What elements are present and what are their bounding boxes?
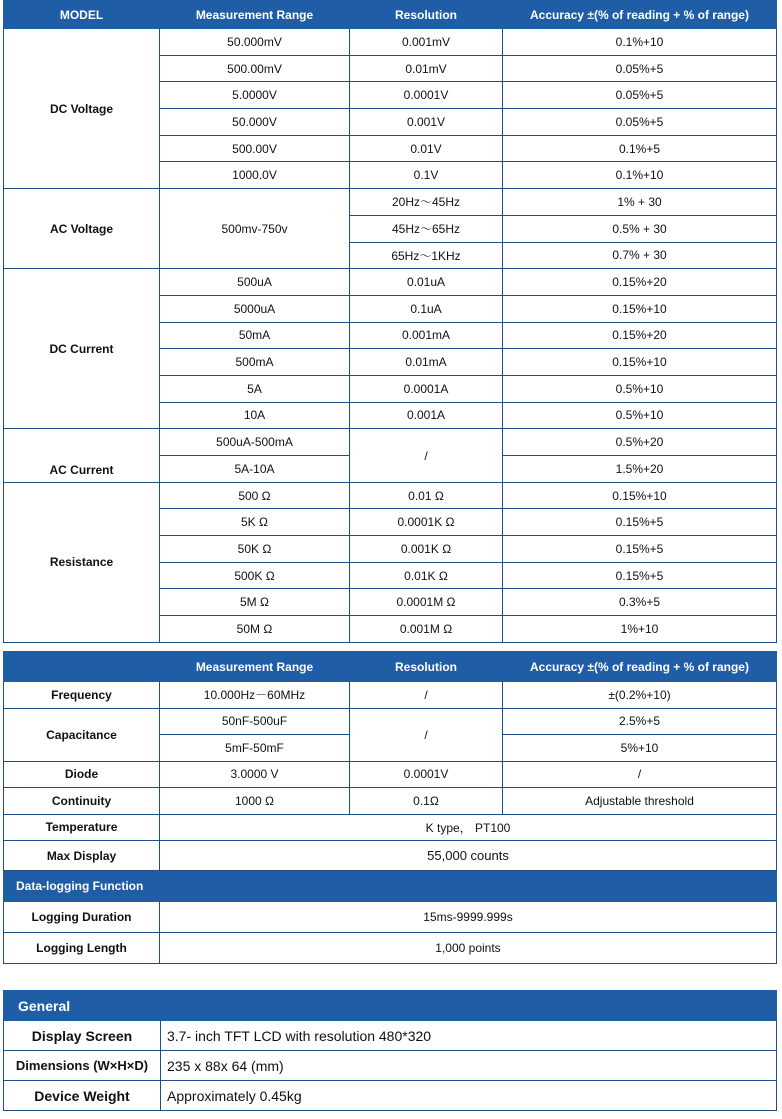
col-header-range: Measurement Range xyxy=(160,652,350,682)
col-header-accuracy: Accuracy ±(% of reading + % of range) xyxy=(503,652,777,682)
cell-accuracy: 5%+10 xyxy=(503,735,777,762)
cell-resolution: 0.01 Ω xyxy=(350,482,503,509)
spec-table-other xyxy=(3,651,777,964)
cell-accuracy: 0.15%+20 xyxy=(503,269,777,296)
cell-accuracy: 0.5%+10 xyxy=(503,402,777,429)
cell-resolution: 0.001V xyxy=(350,109,503,136)
row-label-dc-current: DC Current xyxy=(4,269,160,429)
table-row xyxy=(4,788,777,815)
row-label-resistance: Resistance xyxy=(4,482,160,642)
cell-display-screen-value: 3.7- inch TFT LCD with resolution 480*320 xyxy=(161,1021,777,1051)
cell-accuracy: 0.5% + 30 xyxy=(503,215,777,242)
cell-resolution: 0.0001K Ω xyxy=(350,509,503,536)
cell-resolution: 0.01K Ω xyxy=(350,562,503,589)
cell-accuracy: 0.7% + 30 xyxy=(503,242,777,269)
section-header-general xyxy=(4,991,777,1021)
cell-range: 5.0000V xyxy=(160,82,350,109)
cell-accuracy: 0.3%+5 xyxy=(503,589,777,616)
cell-range: 1000 Ω xyxy=(160,788,350,815)
table-row xyxy=(4,269,777,296)
row-label-continuity: Continuity xyxy=(4,788,160,815)
cell-accuracy: 0.05%+5 xyxy=(503,109,777,136)
cell-range: 1000.0V xyxy=(160,162,350,189)
cell-accuracy: ±(0.2%+10) xyxy=(503,682,777,709)
cell-accuracy: 0.05%+5 xyxy=(503,55,777,82)
spec-table-main xyxy=(3,0,777,643)
table-row xyxy=(4,1051,777,1081)
cell-accuracy: / xyxy=(503,761,777,788)
col-header-accuracy: Accuracy ±(% of reading + % of range) xyxy=(503,1,777,29)
table-row xyxy=(4,902,777,933)
cell-accuracy: 0.5%+10 xyxy=(503,375,777,402)
table-row xyxy=(4,29,777,56)
cell-range: 5K Ω xyxy=(160,509,350,536)
cell-resolution: 0.0001V xyxy=(350,82,503,109)
table-row xyxy=(4,482,777,509)
cell-resolution: 0.1uA xyxy=(350,295,503,322)
cell-range: 50mA xyxy=(160,322,350,349)
cell-range: 50nF-500uF xyxy=(160,708,350,735)
row-label-ac-current: AC Current xyxy=(4,429,160,482)
cell-resolution: 0.0001V xyxy=(350,761,503,788)
table-row xyxy=(4,761,777,788)
cell-range: 3.0000 V xyxy=(160,761,350,788)
col-header-range: Measurement Range xyxy=(160,1,350,29)
row-label-dc-voltage: DC Voltage xyxy=(4,29,160,189)
cell-range: 5000uA xyxy=(160,295,350,322)
cell-resolution: / xyxy=(350,429,503,482)
section-header-datalog xyxy=(4,871,777,902)
table-row xyxy=(4,1081,777,1111)
cell-range: 50.000mV xyxy=(160,29,350,56)
table-row xyxy=(4,933,777,964)
cell-range: 500 Ω xyxy=(160,482,350,509)
cell-temperature-value: K type， PT100 xyxy=(160,814,777,841)
row-label-logging-length: Logging Length xyxy=(4,933,160,964)
cell-accuracy: 0.5%+20 xyxy=(503,429,777,456)
cell-resolution: / xyxy=(350,708,503,761)
col-header-resolution: Resolution xyxy=(350,652,503,682)
cell-resolution: 0.001mA xyxy=(350,322,503,349)
cell-range: 500mv-750v xyxy=(160,189,350,269)
cell-range: 10.000Hz－60MHz xyxy=(160,682,350,709)
cell-resolution: 0.1Ω xyxy=(350,788,503,815)
row-label-diode: Diode xyxy=(4,761,160,788)
cell-accuracy: 0.15%+10 xyxy=(503,295,777,322)
cell-resolution: 0.01V xyxy=(350,135,503,162)
cell-resolution: 0.1V xyxy=(350,162,503,189)
cell-resolution: 0.01mV xyxy=(350,55,503,82)
cell-accuracy: 0.1%+5 xyxy=(503,135,777,162)
table-row xyxy=(4,189,777,216)
cell-accuracy: Adjustable threshold xyxy=(503,788,777,815)
cell-accuracy: 0.15%+10 xyxy=(503,482,777,509)
cell-resolution: 0.001K Ω xyxy=(350,536,503,563)
cell-max-display-value: 55,000 counts xyxy=(160,841,777,871)
row-label-display-screen: Display Screen xyxy=(4,1021,161,1051)
datalog-header: Data-logging Function xyxy=(4,871,777,902)
cell-range: 500uA-500mA xyxy=(160,429,350,456)
cell-dimensions-value: 235 x 88x 64 (mm) xyxy=(161,1051,777,1081)
table-row xyxy=(4,841,777,871)
row-label-device-weight: Device Weight xyxy=(4,1081,161,1111)
table-row xyxy=(4,1021,777,1051)
cell-frequency-band: 65Hz～1KHz xyxy=(350,242,503,269)
cell-range: 5M Ω xyxy=(160,589,350,616)
cell-accuracy: 0.15%+20 xyxy=(503,322,777,349)
cell-accuracy: 0.1%+10 xyxy=(503,29,777,56)
row-label-temperature: Temperature xyxy=(4,814,160,841)
cell-range: 50.000V xyxy=(160,109,350,136)
cell-resolution: 0.01mA xyxy=(350,349,503,376)
cell-range: 5A-10A xyxy=(160,456,350,483)
table-header-row xyxy=(4,1,777,29)
row-label-ac-voltage: AC Voltage xyxy=(4,189,160,269)
row-label-logging-duration: Logging Duration xyxy=(4,902,160,933)
table-header-row xyxy=(4,652,777,682)
cell-logging-duration-value: 15ms-9999.999s xyxy=(160,902,777,933)
cell-accuracy: 1%+10 xyxy=(503,616,777,643)
cell-resolution: 0.0001A xyxy=(350,375,503,402)
cell-logging-length-value: 1,000 points xyxy=(160,933,777,964)
cell-range: 5A xyxy=(160,375,350,402)
cell-range: 500uA xyxy=(160,269,350,296)
row-label-capacitance: Capacitance xyxy=(4,708,160,761)
cell-resolution: 0.001mV xyxy=(350,29,503,56)
cell-frequency-band: 45Hz～65Hz xyxy=(350,215,503,242)
cell-range: 500.00mV xyxy=(160,55,350,82)
cell-range: 500K Ω xyxy=(160,562,350,589)
col-header-blank xyxy=(4,652,160,682)
table-row xyxy=(4,429,777,456)
cell-accuracy: 0.15%+5 xyxy=(503,562,777,589)
cell-accuracy: 2.5%+5 xyxy=(503,708,777,735)
col-header-model: MODEL xyxy=(4,1,160,29)
table-row xyxy=(4,682,777,709)
cell-device-weight-value: Approximately 0.45kg xyxy=(161,1081,777,1111)
cell-range: 500.00V xyxy=(160,135,350,162)
table-row xyxy=(4,814,777,841)
cell-resolution: 0.0001M Ω xyxy=(350,589,503,616)
cell-range: 50K Ω xyxy=(160,536,350,563)
table-row xyxy=(4,708,777,735)
cell-accuracy: 0.15%+5 xyxy=(503,509,777,536)
cell-resolution: / xyxy=(350,682,503,709)
cell-accuracy: 0.15%+5 xyxy=(503,536,777,563)
row-label-frequency: Frequency xyxy=(4,682,160,709)
cell-resolution: 0.001M Ω xyxy=(350,616,503,643)
cell-accuracy: 1% + 30 xyxy=(503,189,777,216)
col-header-resolution: Resolution xyxy=(350,1,503,29)
cell-accuracy: 0.15%+10 xyxy=(503,349,777,376)
row-label-max-display: Max Display xyxy=(4,841,160,871)
row-label-dimensions: Dimensions (W×H×D) xyxy=(4,1051,161,1081)
cell-range: 500mA xyxy=(160,349,350,376)
cell-frequency-band: 20Hz～45Hz xyxy=(350,189,503,216)
cell-resolution: 0.01uA xyxy=(350,269,503,296)
cell-accuracy: 0.05%+5 xyxy=(503,82,777,109)
cell-range: 10A xyxy=(160,402,350,429)
cell-accuracy: 1.5%+20 xyxy=(503,456,777,483)
cell-range: 50M Ω xyxy=(160,616,350,643)
general-header: General xyxy=(4,991,777,1021)
cell-accuracy: 0.1%+10 xyxy=(503,162,777,189)
general-table xyxy=(3,990,777,1111)
cell-resolution: 0.001A xyxy=(350,402,503,429)
cell-range: 5mF-50mF xyxy=(160,735,350,762)
